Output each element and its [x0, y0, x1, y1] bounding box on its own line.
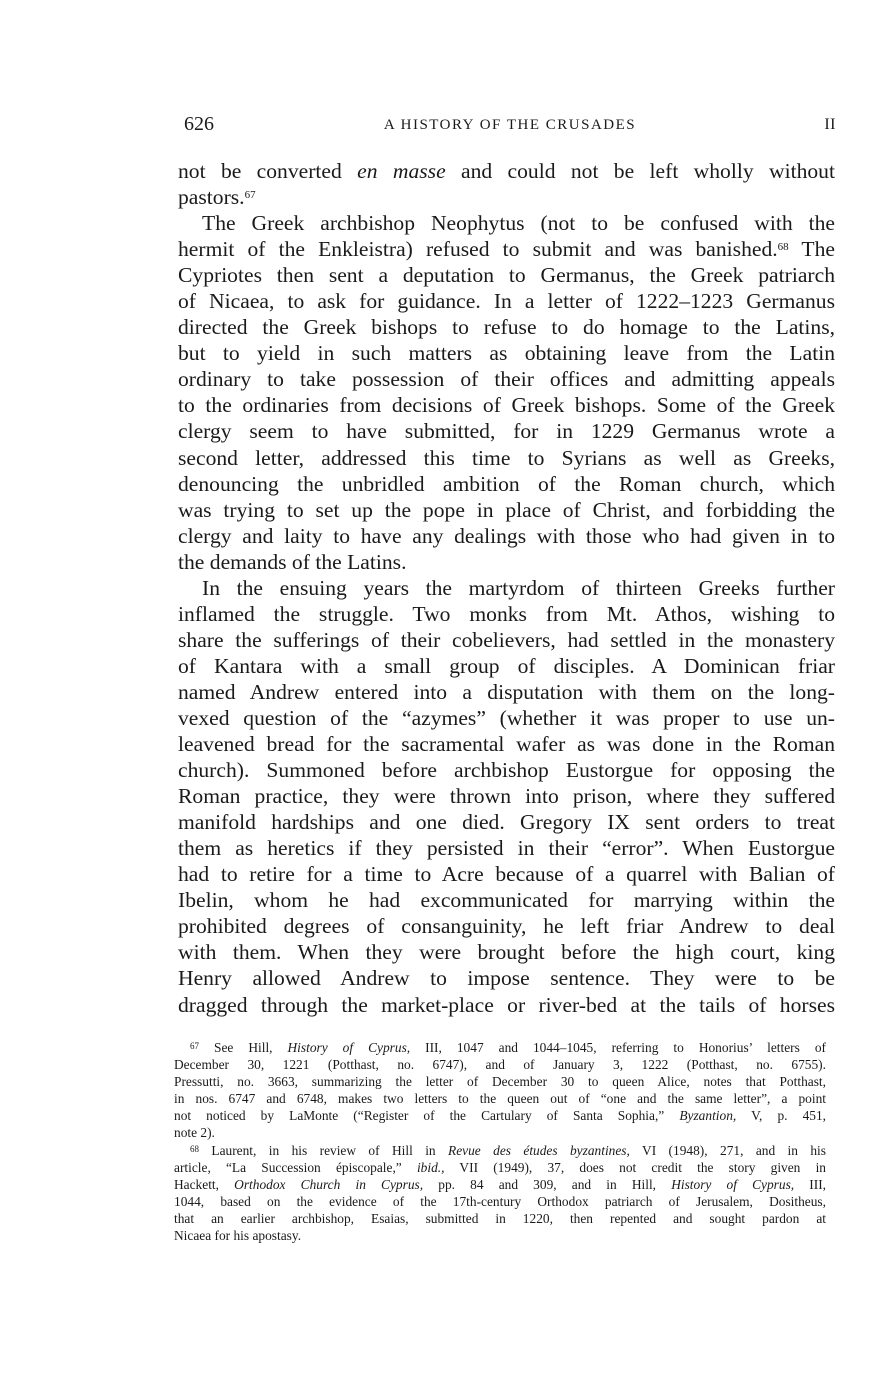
text-run: share the sufferings of their cobelievers, had settled in the monastery — [178, 627, 835, 652]
text-run: that an earlier archbishop, Esaias, submitted in 1220, then repented and sought pardon at — [174, 1210, 826, 1226]
body-line — [178, 861, 835, 887]
text-run: of Nicaea, to ask for guidance. In a letter of 1222–1223 Germanus — [178, 289, 835, 314]
body-line — [178, 418, 835, 444]
text-run: article, “La Succession épiscopale,” — [174, 1159, 417, 1175]
text-run: Laurent, in his review of Hill in — [199, 1142, 449, 1158]
body-line — [178, 965, 835, 991]
body-line — [178, 549, 835, 575]
text-run: The — [788, 237, 835, 262]
body-line — [178, 992, 835, 1018]
text-run: Pressutti, no. 3663, summarizing the letter of December 30 to queen Alice, notes that Potthast, — [174, 1074, 826, 1090]
body-line — [178, 288, 835, 314]
text-run: with them. When they were brought before the high court, king — [178, 940, 835, 965]
running-header — [184, 113, 836, 139]
body-line — [178, 158, 835, 184]
text-run: and could not be left wholly without — [445, 159, 835, 183]
text-run: Roman practice, they were thrown into prison, where they suffered — [178, 784, 835, 809]
footnote-line — [174, 1210, 826, 1227]
italic-text: en masse — [357, 159, 446, 183]
text-run: December 30, 1221 (Potthast, no. 6747), and of January 3, 1222 (Potthast, no. 6755). — [174, 1057, 826, 1073]
body-line — [178, 392, 835, 418]
body-line — [178, 340, 835, 366]
text-run: Nicaea for his apostasy. — [174, 1228, 302, 1244]
text-run: VI (1948), 271, and in his — [629, 1142, 826, 1158]
text-run: pastors. — [178, 185, 245, 210]
text-run: not be converted — [178, 159, 358, 183]
text-run: See Hill, — [199, 1040, 288, 1055]
text-run: them as heretics if they persisted in their “error”. When Eustorgue — [178, 836, 835, 861]
body-line — [178, 445, 835, 471]
page-number: 626 — [184, 113, 214, 135]
text-run: second letter, addressed this time to Syrians as well as Greeks, — [178, 445, 835, 470]
text-run: The Greek archbishop Neophytus (not to be confused with the — [202, 211, 835, 236]
footnote-line — [174, 1227, 826, 1244]
text-run: to the ordinaries from decisions of Greek bishops. Some of the Greek — [178, 393, 835, 418]
text-run: manifold hardships and one died. Gregory IX sent orders to treat — [178, 810, 835, 835]
volume-number: II — [824, 116, 836, 133]
italic-text: Revue des études byzantines, — [448, 1142, 630, 1158]
footnote-line — [174, 1090, 826, 1107]
body-line — [178, 835, 835, 861]
italic-text: ibid., — [416, 1159, 445, 1175]
text-run: Hackett, — [174, 1176, 235, 1192]
body-line — [178, 627, 835, 653]
text-run: the demands of the Latins. — [178, 549, 407, 574]
body-text — [178, 158, 835, 1018]
footnote-line — [174, 1107, 826, 1124]
text-run: ordinary to take possession of their offices and admitting appeals — [178, 367, 835, 392]
footnote-marker: 68 — [777, 241, 789, 254]
footnote-line — [174, 1039, 826, 1056]
body-line — [178, 184, 835, 210]
body-line — [178, 575, 835, 601]
footnote-line — [174, 1124, 826, 1141]
text-run: III, 1047 and 1044–1045, referring to Honorius’ letters of — [410, 1040, 826, 1055]
body-line — [178, 366, 835, 392]
body-line — [178, 809, 835, 835]
italic-text: Orthodox Church in Cyprus, — [234, 1176, 424, 1192]
body-line — [178, 236, 835, 262]
text-run: had to retire for a time to Acre because of a quarrel with Balian of — [178, 862, 835, 887]
body-line — [178, 262, 835, 288]
footnote-marker: 68 — [190, 1143, 199, 1154]
footnote-marker: 67 — [190, 1041, 199, 1051]
text-run: pp. 84 and 309, and in Hill, — [423, 1176, 672, 1192]
text-run: denouncing the unbridled ambition of the Roman church, which — [178, 471, 835, 496]
text-run: III, — [794, 1176, 826, 1192]
text-run: note 2). — [174, 1125, 215, 1141]
text-run: Ibelin, whom he had excommunicated for marrying within the — [178, 888, 835, 913]
body-line — [178, 653, 835, 679]
text-run: 1044, based on the evidence of the 17th-century Orthodox patriarch of Jerusalem, Dositheus, — [174, 1193, 826, 1209]
body-line — [178, 887, 835, 913]
body-line — [178, 601, 835, 627]
text-run: directed the Greek bishops to refuse to do homage to the Latins, — [178, 315, 835, 340]
footnote-line — [174, 1142, 826, 1159]
text-run: of Kantara with a small group of disciples. A Dominican friar — [178, 653, 835, 678]
italic-text: History of Cyprus, — [287, 1040, 411, 1055]
body-line — [178, 757, 835, 783]
text-run: named Andrew entered into a disputation with them on the long- — [178, 679, 835, 704]
text-run: in nos. 6747 and 6748, makes two letters to the queen out of “one and the same letter”, a point — [174, 1091, 826, 1107]
italic-text: History of Cyprus, — [671, 1176, 795, 1192]
text-run: leavened bread for the sacramental wafer as was done in the Roman — [178, 732, 835, 757]
body-line — [178, 471, 835, 497]
body-line — [178, 497, 835, 523]
body-line — [178, 939, 835, 965]
body-line — [178, 705, 835, 731]
body-line — [178, 731, 835, 757]
footnote-line — [174, 1159, 826, 1176]
body-line — [178, 210, 835, 236]
text-run: Cypriotes then sent a deputation to Germanus, the Greek patriarch — [178, 263, 835, 288]
footnote-line — [174, 1073, 826, 1090]
text-run: In the ensuing years the martyrdom of thirteen Greeks further — [202, 575, 835, 600]
text-run: clergy seem to have submitted, for in 1229 Germanus wrote a — [178, 419, 835, 444]
running-title: A HISTORY OF THE CRUSADES — [383, 117, 637, 133]
italic-text: Byzantion, — [679, 1108, 737, 1124]
footnote-line — [174, 1193, 826, 1210]
body-line — [178, 523, 835, 549]
footnote-line — [174, 1056, 826, 1073]
body-line — [178, 679, 835, 705]
text-run: prohibited degrees of consanguinity, he left friar Andrew to deal — [178, 914, 835, 939]
body-line — [178, 783, 835, 809]
text-run: but to yield in such matters as obtaining leave from the Latin — [178, 341, 835, 366]
text-run: dragged through the market-place or river-bed at the tails of horses — [178, 992, 835, 1017]
body-line — [178, 314, 835, 340]
text-run: vexed question of the “azymes” (whether it was proper to use un- — [178, 705, 835, 730]
text-run: not noticed by LaMonte (“Register of the Cartulary of Santa Sophia,” — [174, 1108, 680, 1124]
text-run: VII (1949), 37, does not credit the story given in — [444, 1159, 826, 1175]
body-line — [178, 913, 835, 939]
footnote-line — [174, 1176, 826, 1193]
text-run: clergy and laity to have any dealings with those who had given in to — [178, 523, 835, 548]
text-run: was trying to set up the pope in place of Christ, and forbidding the — [178, 497, 835, 522]
text-run: hermit of the Enkleistra) refused to submit and was banished. — [178, 237, 778, 262]
text-run: Henry allowed Andrew to impose sentence. They were to be — [178, 966, 835, 991]
text-run: inflamed the struggle. Two monks from Mt. Athos, wishing to — [178, 601, 835, 626]
footnote-marker: 67 — [244, 189, 256, 202]
text-run: V, p. 451, — [736, 1108, 826, 1124]
footnotes — [174, 1039, 826, 1244]
text-run: church). Summoned before archbishop Eustorgue for opposing the — [178, 758, 835, 783]
